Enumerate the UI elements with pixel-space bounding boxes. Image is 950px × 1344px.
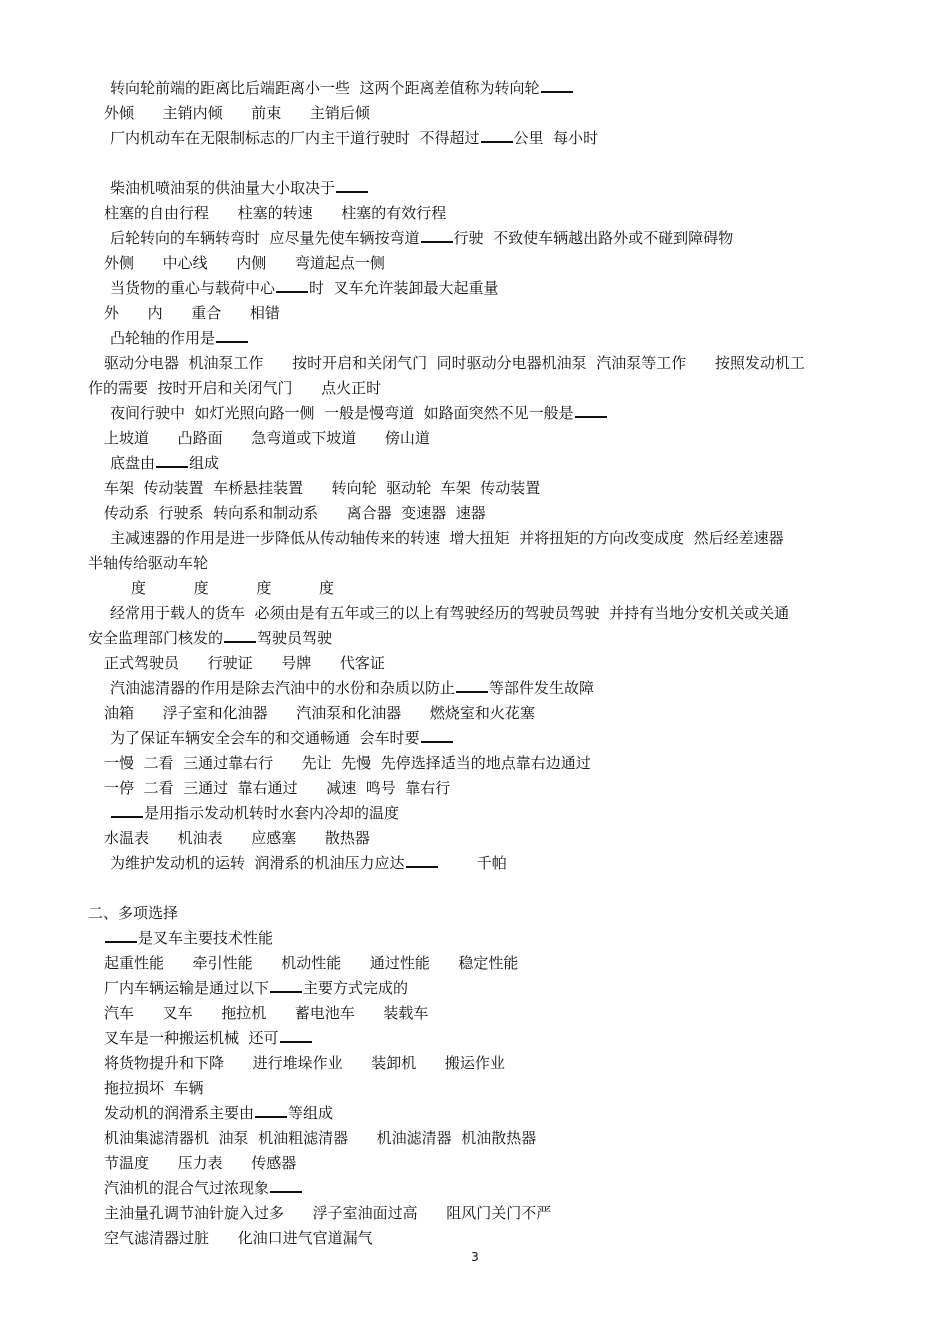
text-segment: 度 度 度 度 (131, 579, 335, 597)
text-segment: 传动系 行驶系 转向系和制动系 离合器 变速器 速器 (104, 504, 486, 522)
text-line (104, 1203, 551, 1225)
text-segment: 一慢 二看 三通过靠右行 先让 先慢 先停选择适当的地点靠右边通过 (104, 754, 591, 772)
text-segment: 将货物提升和下降 进行堆垛作业 装卸机 搬运作业 (104, 1054, 505, 1072)
text-segment: 机油集滤清器机 油泵 机油粗滤清器 机油滤清器 机油散热器 (104, 1129, 537, 1147)
text-line (104, 478, 540, 500)
answer-blank (481, 128, 513, 143)
text-segment: 驱动分电器 机油泵工作 按时开启和关闭气门 同时驱动分电器机油泵 汽油泵等工作 按照发动机工 (104, 354, 805, 372)
text-line (104, 928, 273, 950)
text-segment: 时 叉车允许装卸最大起重量 (309, 279, 499, 297)
text-line (104, 1078, 204, 1100)
text-segment: 外侧 中心线 内侧 弯道起点一侧 (104, 254, 385, 272)
answer-blank (336, 178, 368, 193)
text-segment: 拖拉损坏 车辆 (104, 1079, 204, 1097)
text-segment: 为维护发动机的运转 润滑系的机油压力应达 (110, 854, 405, 872)
text-segment: 凸轮轴的作用是 (110, 329, 216, 347)
text-line (110, 278, 499, 300)
text-segment: 主减速器的作用是进一步降低从传动轴传来的转速 增大扭矩 并将扭矩的方向改变成度 然后经差速器 (110, 529, 784, 547)
text-segment: 是叉车主要技术性能 (138, 929, 274, 947)
text-line (110, 453, 219, 475)
text-segment: 千帕 (438, 854, 507, 872)
text-segment: 汽油机的混合气过浓现象 (104, 1179, 270, 1197)
text-segment: 组成 (189, 454, 220, 472)
answer-blank (406, 853, 438, 868)
text-segment: 是用指示发动机转时水套内冷却的温度 (144, 804, 400, 822)
text-line (88, 553, 208, 575)
text-line (104, 353, 805, 375)
text-segment: 油箱 浮子室和化油器 汽油泵和化油器 燃烧室和火花塞 (104, 704, 535, 722)
text-segment: 安全监理部门核发的 (88, 629, 224, 647)
answer-blank (111, 803, 143, 818)
text-segment: 主要方式完成的 (303, 979, 409, 997)
answer-blank (156, 453, 188, 468)
answer-blank (276, 278, 308, 293)
text-segment: 公里 每小时 (513, 129, 599, 147)
answer-blank (421, 228, 453, 243)
text-segment: 二、多项选择 (88, 904, 179, 922)
text-segment: 汽油滤清器的作用是除去汽油中的水份和杂质以防止 (110, 679, 456, 697)
text-line (104, 1003, 428, 1025)
text-line (104, 953, 518, 975)
answer-blank (421, 728, 453, 743)
text-line (104, 1153, 296, 1175)
text-segment: 作的需要 按时开启和关闭气门 点火正时 (88, 379, 382, 397)
answer-blank (270, 1178, 302, 1193)
text-line (104, 653, 385, 675)
text-line (104, 253, 385, 275)
text-line (104, 753, 591, 775)
text-segment: 车架 传动装置 车桥悬挂装置 转向轮 驱动轮 车架 传动装置 (104, 479, 541, 497)
answer-blank (575, 403, 607, 418)
answer-blank (541, 78, 573, 93)
text-segment: 柴油机喷油泵的供油量大小取决于 (110, 179, 336, 197)
text-line (131, 578, 334, 600)
text-line (110, 603, 789, 625)
text-segment: 底盘由 (110, 454, 156, 472)
text-line (110, 228, 733, 250)
text-segment: 外倾 主销内倾 前束 主销后倾 (104, 104, 370, 122)
answer-blank (216, 328, 248, 343)
text-segment: 起重性能 牵引性能 机动性能 通过性能 稳定性能 (104, 954, 519, 972)
text-line (104, 703, 535, 725)
text-segment: 后轮转向的车辆转弯时 应尽量先使车辆按弯道 (110, 229, 420, 247)
text-segment: 汽车 叉车 拖拉机 蓄电池车 装载车 (104, 1004, 429, 1022)
text-segment: 正式驾驶员 行驶证 号牌 代客证 (104, 654, 385, 672)
text-line (110, 853, 507, 875)
text-line (110, 78, 574, 100)
text-line (110, 528, 784, 550)
text-segment: 驾驶员驾驶 (257, 629, 333, 647)
text-line (104, 103, 370, 125)
text-line (88, 628, 332, 650)
answer-blank (224, 628, 256, 643)
text-segment: 空气滤清器过脏 化油口进气官道漏气 (104, 1229, 373, 1247)
text-line (110, 728, 454, 750)
answer-blank (105, 928, 137, 943)
text-line (104, 503, 486, 525)
text-segment: 厂内车辆运输是通过以下 (104, 979, 270, 997)
text-segment: 叉车是一种搬运机械 还可 (104, 1029, 279, 1047)
text-line (110, 403, 608, 425)
text-line (104, 778, 450, 800)
text-segment: 上坡道 凸路面 急弯道或下坡道 傍山道 (104, 429, 430, 447)
text-line (110, 678, 594, 700)
text-line (88, 378, 381, 400)
answer-blank (270, 978, 302, 993)
text-segment: 水温表 机油表 应感塞 散热器 (104, 829, 370, 847)
text-segment: 厂内机动车在无限制标志的厂内主干道行驶时 不得超过 (110, 129, 480, 147)
page-number: 3 (471, 1250, 479, 1264)
text-line (104, 203, 446, 225)
text-segment: 半轴传给驱动车轮 (88, 554, 209, 572)
text-line (104, 1028, 313, 1050)
text-line (104, 828, 370, 850)
text-segment: 发动机的润滑系主要由 (104, 1104, 255, 1122)
text-segment: 一停 二看 三通过 靠右通过 减速 鸣号 靠右行 (104, 779, 451, 797)
text-segment: 柱塞的自由行程 柱塞的转速 柱塞的有效行程 (104, 204, 447, 222)
text-segment: 夜间行驶中 如灯光照向路一侧 一般是慢弯道 如路面突然不见一般是 (110, 404, 574, 422)
text-line (88, 903, 178, 925)
text-line (104, 978, 408, 1000)
text-line (110, 178, 369, 200)
text-line (104, 1053, 505, 1075)
text-line (104, 303, 280, 325)
answer-blank (456, 678, 488, 693)
text-segment: 节温度 压力表 传感器 (104, 1154, 297, 1172)
text-segment: 主油量孔调节油针旋入过多 浮子室油面过高 阻风门关门不严 (104, 1204, 552, 1222)
answer-blank (255, 1103, 287, 1118)
text-line (110, 328, 249, 350)
text-segment: 外 内 重合 相错 (104, 304, 280, 322)
text-segment: 为了保证车辆安全会车的和交通畅通 会车时要 (110, 729, 420, 747)
answer-blank (280, 1028, 312, 1043)
text-segment: 等组成 (288, 1104, 334, 1122)
text-segment: 经常用于载人的货车 必须由是有五年或三的以上有驾驶经历的驾驶员驾驶 并持有当地分安机关或关通 (110, 604, 790, 622)
text-line (110, 128, 598, 150)
text-segment: 行驶 不致使车辆越出路外或不碰到障碍物 (453, 229, 734, 247)
text-segment: 转向轮前端的距离比后端距离小一些 这两个距离差值称为转向轮 (110, 79, 540, 97)
text-line (104, 1178, 303, 1200)
text-line (104, 1128, 536, 1150)
text-segment: 当货物的重心与载荷中心 (110, 279, 276, 297)
text-line (110, 803, 399, 825)
text-line (104, 428, 430, 450)
text-segment: 等部件发生故障 (489, 679, 595, 697)
text-line (104, 1228, 373, 1250)
text-line (104, 1103, 333, 1125)
